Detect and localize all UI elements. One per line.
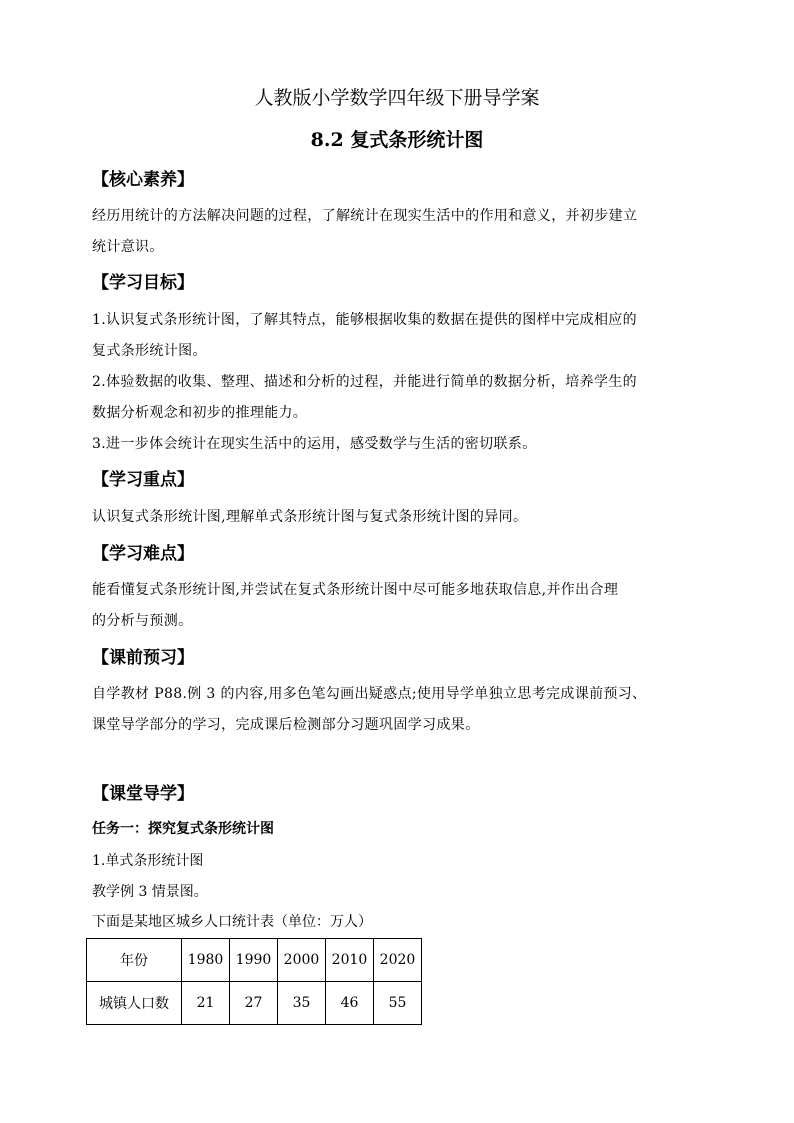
key-points-text [92, 502, 708, 533]
core-literacy-text [92, 201, 708, 263]
text-line: 课堂导学部分的学习，完成课后检测部分习题巩固学习成果。 [92, 717, 480, 733]
table-caption: 下面是某地区城乡人口统计表（单位：万人） [92, 914, 372, 930]
row-header-years: 年份 [87, 939, 182, 982]
classroom-heading: 【课堂导学】 [92, 784, 194, 804]
difficulties-heading: 【学习难点】 [92, 544, 194, 564]
text-line: 经历用统计的方法解决问题的过程，了解统计在现实生活中的作用和意义，并初步建立 [92, 208, 638, 224]
value-cell: 46 [326, 982, 374, 1025]
value-cell: 27 [230, 982, 278, 1025]
table-row-years [87, 939, 422, 982]
value-cell: 21 [182, 982, 230, 1025]
text-line: 2.体验数据的收集、整理、描述和分析的过程，并能进行简单的数据分析，培养学生的 [92, 374, 638, 390]
year-cell: 1990 [230, 939, 278, 982]
lesson-title: 8.2 复式条形统计图 [310, 129, 484, 151]
year-cell: 2000 [278, 939, 326, 982]
text-line: 1.认识复式条形统计图，了解其特点，能够根据收集的数据在提供的图样中完成相应的 [92, 312, 638, 328]
text-line: 3.进一步体会统计在现实生活中的运用，感受数学与生活的密切联系。 [92, 436, 537, 452]
objectives-heading: 【学习目标】 [92, 273, 194, 293]
population-table [86, 938, 422, 1025]
item-single-bar-chart: 1.单式条形统计图 [92, 853, 204, 869]
text-line: 复式条形统计图。 [92, 343, 207, 359]
value-cell: 35 [278, 982, 326, 1025]
key-points-heading: 【学习重点】 [92, 470, 194, 490]
row-header-urban-population: 城镇人口数 [87, 982, 182, 1025]
text-line: 能看懂复式条形统计图,并尝试在复式条形统计图中尽可能多地获取信息,并作出合理 [92, 582, 619, 598]
text-line: 自学教材 P88.例 3 的内容,用多色笔勾画出疑惑点;使用导学单独立思考完成课前预习、 [92, 686, 647, 702]
document-title: 人教版小学数学四年级下册导学案 [254, 87, 540, 109]
core-literacy-heading: 【核心素养】 [92, 170, 194, 190]
value-cell: 55 [374, 982, 422, 1025]
text-line: 数据分析观念和初步的推理能力。 [92, 405, 308, 421]
year-cell: 1980 [182, 939, 230, 982]
item-example-scene: 教学例 3 情景图。 [92, 884, 208, 900]
table-row-urban-population [87, 982, 422, 1025]
text-line: 统计意识。 [92, 239, 164, 255]
preview-heading: 【课前预习】 [92, 648, 194, 668]
text-line: 认识复式条形统计图,理解单式条形统计图与复式条形统计图的异同。 [92, 509, 528, 525]
text-line: 的分析与预测。 [92, 613, 193, 629]
difficulties-text [92, 575, 708, 637]
task-one-title: 任务一：探究复式条形统计图 [92, 821, 274, 837]
objectives-text [92, 305, 708, 460]
year-cell: 2010 [326, 939, 374, 982]
year-cell: 2020 [374, 939, 422, 982]
preview-text [92, 679, 708, 741]
